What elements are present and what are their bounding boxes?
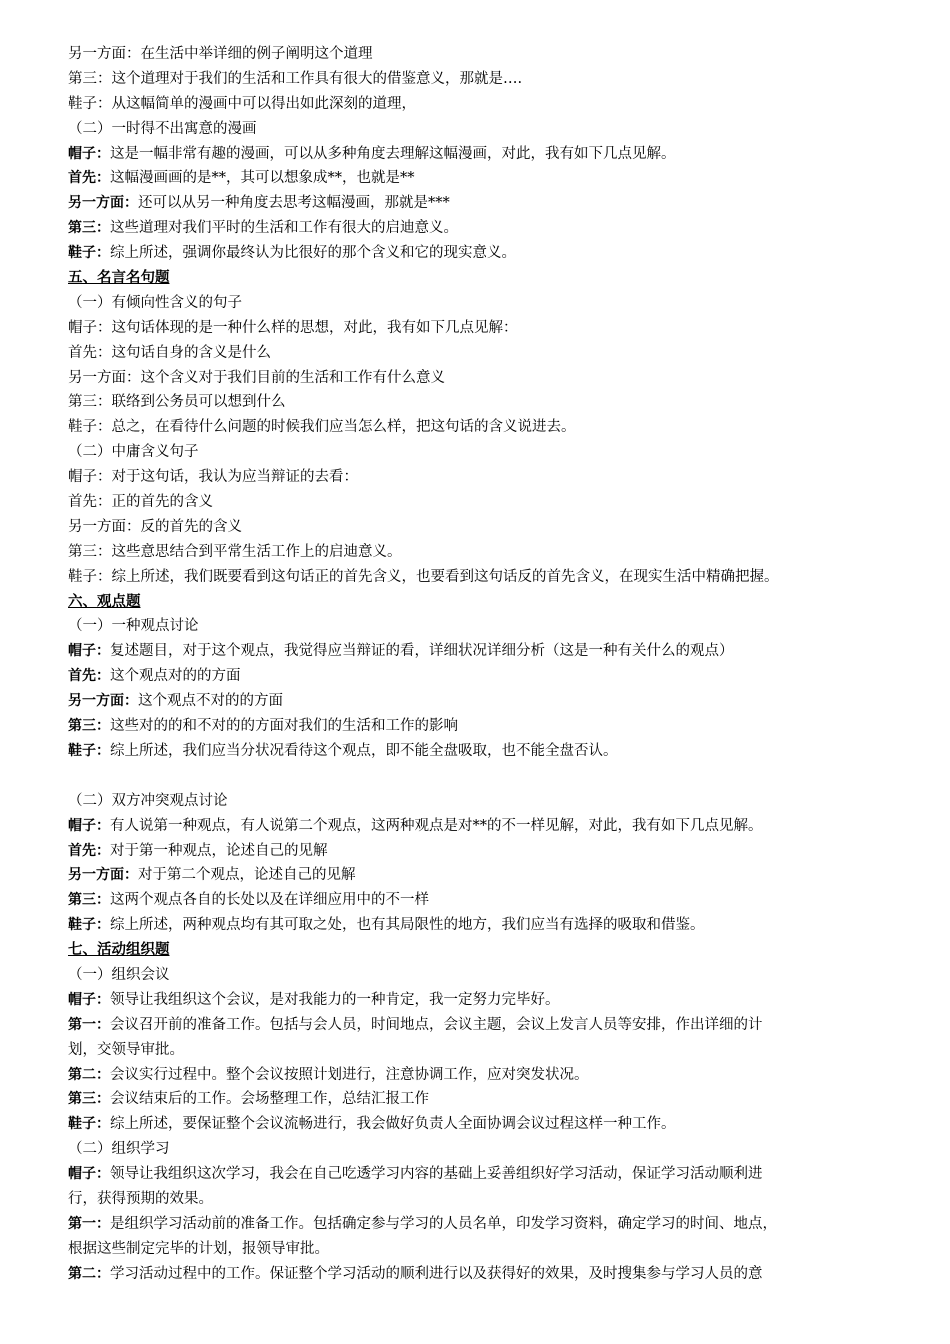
- line-text: 复述题目，对于这个观点，我觉得应当辩证的看，详细状况详细分析（这是一种有关什么的观点）: [110, 643, 734, 660]
- text-line: [68, 465, 898, 490]
- section-heading: [68, 266, 898, 291]
- line-label: 另一方面：: [68, 693, 138, 710]
- blank-line: [68, 764, 898, 789]
- section-heading-text: 七、活动组织题: [68, 942, 170, 959]
- subsection-heading: [68, 117, 898, 142]
- text-line: [68, 863, 898, 888]
- text-line: [68, 366, 898, 391]
- text-line: [68, 913, 898, 938]
- text-line: [68, 1262, 898, 1287]
- text-line: [68, 216, 898, 241]
- line-text: 这幅漫画画的是**，其可以想象成**，也就是**: [110, 170, 415, 187]
- section-heading: [68, 590, 898, 615]
- line-label: 帽子：: [68, 145, 110, 162]
- line-text: 这是一幅非常有趣的漫画，可以从多种角度去理解这幅漫画，对此，我有如下几点见解。: [110, 145, 676, 162]
- line-text: 综上所述，要保证整个会议流畅进行，我会做好负责人全面协调会议过程这样一种工作。: [110, 1116, 676, 1133]
- line-text: 另一方面：这个含义对于我们目前的生活和工作有什么意义: [68, 369, 445, 386]
- section-heading-text: 五、名言名句题: [68, 270, 170, 287]
- line-text: 会议召开前的准备工作。包括与会人员，时间地点，会议主题，会议上发言人员等安排，作出详细的计: [110, 1016, 763, 1033]
- text-line: [68, 191, 898, 216]
- line-text: 第三：这个道理对于我们的生活和工作具有很大的借鉴意义，那就是….: [68, 70, 523, 87]
- text-line: [68, 390, 898, 415]
- line-text: 会议实行过程中。整个会议按照计划进行，注意协调工作，应对突发状况。: [110, 1066, 589, 1083]
- text-line: [68, 142, 898, 167]
- line-text: 综上所述，我们应当分状况看待这个观点，即不能全盘吸取，也不能全盘否认。: [110, 742, 618, 759]
- text-line: [68, 1063, 898, 1088]
- subsection-heading-text: （一）组织会议: [68, 966, 170, 983]
- line-label: 帽子：: [68, 643, 110, 660]
- text-line: [68, 1087, 898, 1112]
- line-label: 第一：: [68, 1016, 110, 1033]
- line-text: 学习活动过程中的工作。保证整个学习活动的顺利进行以及获得好的效果，及时搜集参与学习人员的意: [110, 1265, 763, 1282]
- text-line: [68, 316, 898, 341]
- subsection-heading-text: （一）一种观点讨论: [68, 618, 199, 635]
- text-line: [68, 67, 898, 92]
- line-label: 鞋子：: [68, 742, 110, 759]
- line-text: 首先：正的首先的含义: [68, 494, 213, 511]
- text-line: [68, 1237, 898, 1262]
- subsection-heading: [68, 1137, 898, 1162]
- text-line: [68, 1212, 898, 1237]
- line-text: 第三：这些意思结合到平常生活工作上的启迪意义。: [68, 543, 402, 560]
- text-line: [68, 1187, 898, 1212]
- line-label: 首先：: [68, 668, 110, 685]
- line-label: 第三：: [68, 1091, 110, 1108]
- subsection-heading: [68, 963, 898, 988]
- line-text: 这个观点不对的的方面: [138, 693, 283, 710]
- line-text: 综上所述，两种观点均有其可取之处，也有其局限性的地方，我们应当有选择的吸取和借鉴。: [110, 917, 705, 934]
- text-line: [68, 664, 898, 689]
- line-label: 首先：: [68, 170, 110, 187]
- text-line: [68, 888, 898, 913]
- text-line: [68, 92, 898, 117]
- line-label: 鞋子：: [68, 917, 110, 934]
- text-line: [68, 839, 898, 864]
- line-text: 领导让我组织这次学习，我会在自己吃透学习内容的基础上妥善组织好学习活动，保证学习活动顺利进: [110, 1166, 763, 1183]
- line-text: 鞋子：总之，在看待什么问题的时候我们应当怎么样，把这句话的含义说进去。: [68, 419, 576, 436]
- line-text: 会议结束后的工作。会场整理工作，总结汇报工作: [110, 1091, 429, 1108]
- line-label: 第三：: [68, 892, 110, 909]
- line-text: 综上所述，强调你最终认为比很好的那个含义和它的现实意义。: [110, 245, 516, 262]
- text-line: [68, 988, 898, 1013]
- line-text: 鞋子：从这幅简单的漫画中可以得出如此深刻的道理，: [68, 95, 416, 112]
- line-text: 还可以从另一种角度去思考这幅漫画，那就是***: [138, 195, 450, 212]
- subsection-heading-text: （二）一时得不出寓意的漫画: [68, 120, 257, 137]
- line-label: 帽子：: [68, 817, 110, 834]
- text-line: [68, 689, 898, 714]
- line-text: 第三：联络到公务员可以想到什么: [68, 394, 286, 411]
- subsection-heading: [68, 440, 898, 465]
- text-line: [68, 540, 898, 565]
- line-label: 首先：: [68, 842, 110, 859]
- line-text: 另一方面：反的首先的含义: [68, 518, 242, 535]
- line-text: 这些对的的和不对的的方面对我们的生活和工作的影响: [110, 718, 458, 735]
- subsection-heading-text: （二）中庸含义句子: [68, 444, 199, 461]
- line-text: 根据这些制定完毕的计划，报领导审批。: [68, 1240, 329, 1257]
- line-text: 另一方面：在生活中举详细的例子阐明这个道理: [68, 46, 373, 62]
- text-line: [68, 415, 898, 440]
- text-line: [68, 515, 898, 540]
- text-line: [68, 166, 898, 191]
- subsection-heading-text: （二）组织学习: [68, 1141, 170, 1158]
- subsection-heading-text: （一）有倾向性含义的句子: [68, 294, 242, 311]
- line-text: 有人说第一种观点，有人说第二个观点，这两种观点是对**的不一样见解，对此，我有如下几点见解。: [110, 817, 763, 834]
- line-label: 另一方面：: [68, 195, 138, 212]
- line-label: 第三：: [68, 718, 110, 735]
- text-line: [68, 490, 898, 515]
- line-label: 鞋子：: [68, 1116, 110, 1133]
- text-line: [68, 714, 898, 739]
- text-line: [68, 565, 898, 590]
- text-line: [68, 341, 898, 366]
- text-line: [68, 1013, 898, 1038]
- text-line: [68, 814, 898, 839]
- text-line: [68, 42, 898, 67]
- text-line: [68, 739, 898, 764]
- line-label: 帽子：: [68, 991, 110, 1008]
- text-line: [68, 1162, 898, 1187]
- line-text: 这两个观点各自的长处以及在详细应用中的不一样: [110, 892, 429, 909]
- line-text: 是组织学习活动前的准备工作。包括确定参与学习的人员名单，印发学习资料，确定学习的时间、地点，: [110, 1215, 777, 1232]
- document-page: [68, 42, 898, 1287]
- line-label: 第二：: [68, 1066, 110, 1083]
- line-text: 这个观点对的的方面: [110, 668, 241, 685]
- line-text: 划，交领导审批。: [68, 1041, 184, 1058]
- text-line: [68, 1112, 898, 1137]
- line-label: 第二：: [68, 1265, 110, 1282]
- line-text: 鞋子：综上所述，我们既要看到这句话正的首先含义，也要看到这句话反的首先含义，在现实生活中精确把握。: [68, 568, 779, 585]
- line-text: 帽子：对于这句话，我认为应当辩证的去看：: [68, 469, 358, 486]
- subsection-heading: [68, 614, 898, 639]
- line-text: 领导让我组织这个会议，是对我能力的一种肯定，我一定努力完毕好。: [110, 991, 560, 1008]
- line-text: 这些道理对我们平时的生活和工作有很大的启迪意义。: [110, 220, 458, 237]
- line-label: 另一方面：: [68, 867, 138, 884]
- section-heading-text: 六、观点题: [68, 593, 141, 610]
- line-text: 行，获得预期的效果。: [68, 1190, 213, 1207]
- line-text: 对于第二个观点，论述自己的见解: [138, 867, 356, 884]
- line-label: 帽子：: [68, 1166, 110, 1183]
- text-line: [68, 241, 898, 266]
- line-text: 帽子：这句话体现的是一种什么样的思想，对此，我有如下几点见解：: [68, 319, 518, 336]
- subsection-heading: [68, 789, 898, 814]
- subsection-heading-text: （二）双方冲突观点讨论: [68, 792, 228, 809]
- line-text: 首先：这句话自身的含义是什么: [68, 344, 271, 361]
- text-line: [68, 1038, 898, 1063]
- section-heading: [68, 938, 898, 963]
- line-label: 鞋子：: [68, 245, 110, 262]
- line-label: 第一：: [68, 1215, 110, 1232]
- line-label: 第三：: [68, 220, 110, 237]
- subsection-heading: [68, 291, 898, 316]
- line-text: 对于第一种观点，论述自己的见解: [110, 842, 328, 859]
- text-line: [68, 639, 898, 664]
